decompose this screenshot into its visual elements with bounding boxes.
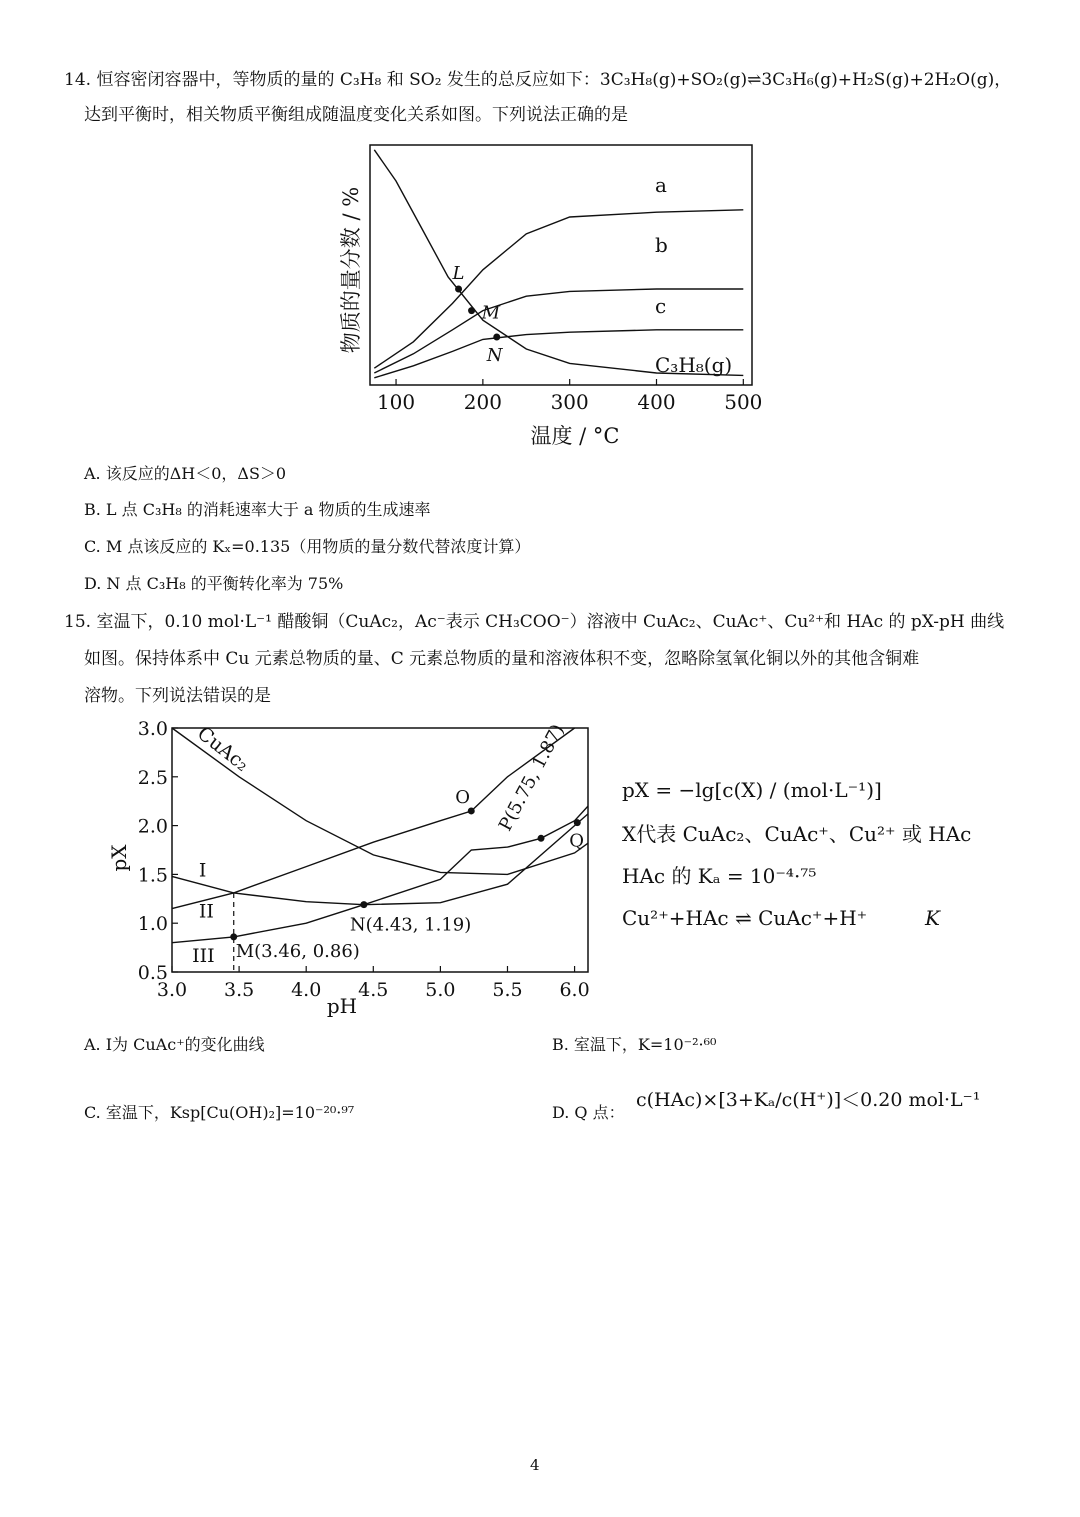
chart1-x-tick-label: 100 <box>376 390 416 414</box>
chart2-x-tick-label: 3.5 <box>223 979 255 1001</box>
chart1-point-label-L: L <box>452 263 465 284</box>
chart2-y-tick-label: 1.0 <box>137 913 168 936</box>
q15-chart <box>100 718 600 1018</box>
chart1-series-label-a: a <box>655 173 667 197</box>
chart1-x-tick-label: 400 <box>637 390 676 414</box>
q14-option-a: A. 该反应的ΔH＜0，ΔS＞0 <box>84 464 287 483</box>
chart1-x-tick-label: 300 <box>550 390 589 414</box>
chart1-point-N <box>493 334 500 341</box>
q15-side-line2: X代表 CuAc₂、CuAc⁺、Cu²⁺ 或 HAc <box>622 822 972 846</box>
chart1-point-label-N: N <box>486 345 503 366</box>
q15-side-k: K <box>925 906 940 930</box>
chart2-x-tick-label: 5.5 <box>492 979 523 1001</box>
q15-option-d-label: D. Q 点： <box>552 1103 625 1122</box>
q15-side-line3: HAc 的 Kₐ = 10⁻⁴·⁷⁵ <box>622 864 817 888</box>
chart2-y-tick-label: 2.5 <box>137 766 168 789</box>
chart2-point-label-3: N(4.43, 1.19) <box>349 914 472 936</box>
q14-chart <box>330 140 770 452</box>
chart2-y-tick-label: 2.0 <box>137 815 168 838</box>
chart2-series-1 <box>172 814 588 905</box>
chart1-x-tick-label: 200 <box>463 390 502 414</box>
q15-line3: 溶物。下列说法错误的是 <box>84 686 271 706</box>
q14-option-d: D. N 点 C₃H₈ 的平衡转化率为 75% <box>84 574 344 593</box>
chart1-series-3 <box>374 150 743 376</box>
chart2-point-label-0: O <box>455 786 471 808</box>
chart2-x-tick-label: 6.0 <box>559 979 590 1001</box>
chart2-y-tick-label: 1.5 <box>137 864 168 887</box>
chart2-point-label-1: P(5.75, 1.87) <box>494 720 569 835</box>
chart1-ylabel: 物质的量分数 / % <box>339 186 363 354</box>
q15-line1: 15. 室温下，0.10 mol·L⁻¹ 醋酸铜（CuAc₂，Ac⁻表示 CH₃COO⁻）溶液中 CuAc₂、CuAc⁺、Cu²⁺和 HAc 的 pX-pH 曲线 <box>64 612 1005 632</box>
chart2-point-1 <box>538 835 545 842</box>
q15-side-line1: pX = −lg[c(X) / (mol·L⁻¹)] <box>622 778 882 802</box>
chart1-point-L <box>455 286 462 293</box>
q14-option-b: B. L 点 C₃H₈ 的消耗速率大于 a 物质的生成速率 <box>84 500 431 519</box>
q14-option-c: C. M 点该反应的 Kₓ=0.135（用物质的量分数代替浓度计算） <box>84 537 531 556</box>
chart1-series-label-b: b <box>655 233 668 257</box>
chart2-ylabel: pX <box>107 844 131 872</box>
chart1-xlabel: 温度 / °C <box>530 424 620 448</box>
chart2-xlabel: pH <box>326 994 358 1018</box>
q15-line2: 如图。保持体系中 Cu 元素总物质的量、C 元素总物质的量和溶液体积不变，忽略除氢氧化铜以外的其他含铜难 <box>84 649 920 669</box>
chart2-y-tick-label: 0.5 <box>137 962 168 984</box>
chart2-x-tick-label: 3.0 <box>156 979 188 1001</box>
chart1-series-label-c3h8: C₃H₈(g) <box>655 353 733 377</box>
chart1-frame <box>370 145 752 385</box>
chart1-point-M <box>468 307 475 314</box>
page-number: 4 <box>530 1456 540 1474</box>
chart2-curve-label-1: II <box>198 900 214 923</box>
q15-option-b: B. 室温下，K=10⁻²·⁶⁰ <box>552 1035 717 1054</box>
chart2-curve-label-0: I <box>198 859 207 882</box>
q15-option-a: A. I为 CuAc⁺的变化曲线 <box>84 1035 265 1054</box>
chart2-point-2 <box>574 819 581 826</box>
chart2-point-3 <box>360 901 367 908</box>
chart2-point-label-2: Q <box>569 830 585 852</box>
chart2-point-4 <box>230 933 237 940</box>
q15-option-d-expression: c(HAc)×[3+Kₐ/c(H⁺)]＜0.20 mol·L⁻¹ <box>636 1089 981 1111</box>
chart2-point-label-4: M(3.46, 0.86) <box>235 940 360 962</box>
chart2-curve-label-3: CuAc₂ <box>193 722 253 776</box>
q15-option-c: C. 室温下，Ksp[Cu(OH)₂]=10⁻²⁰·⁹⁷ <box>84 1103 355 1122</box>
chart2-point-0 <box>468 807 475 814</box>
chart1-series-label-c: c <box>655 294 667 318</box>
q14-line2: 达到平衡时，相关物质平衡组成随温度变化关系如图。下列说法正确的是 <box>84 105 628 125</box>
chart2-curve-label-2: III <box>192 945 215 968</box>
chart2-x-tick-label: 4.0 <box>291 979 322 1001</box>
chart1-point-label-M: M <box>481 302 501 324</box>
chart2-x-tick-label: 4.5 <box>358 979 389 1001</box>
q15-side-line4: Cu²⁺+HAc ⇌ CuAc⁺+H⁺ <box>622 906 868 930</box>
chart2-y-tick-label: 3.0 <box>137 718 168 740</box>
chart1-x-tick-label: 500 <box>724 390 763 414</box>
q14-line1: 14. 恒容密闭容器中，等物质的量的 C₃H₈ 和 SO₂ 发生的总反应如下：3C₃H₈(g)+SO₂(g)⇌3C₃H₆(g)+H₂S(g)+2H₂O(g)， <box>64 70 1012 90</box>
chart2-x-tick-label: 5.0 <box>425 979 456 1001</box>
